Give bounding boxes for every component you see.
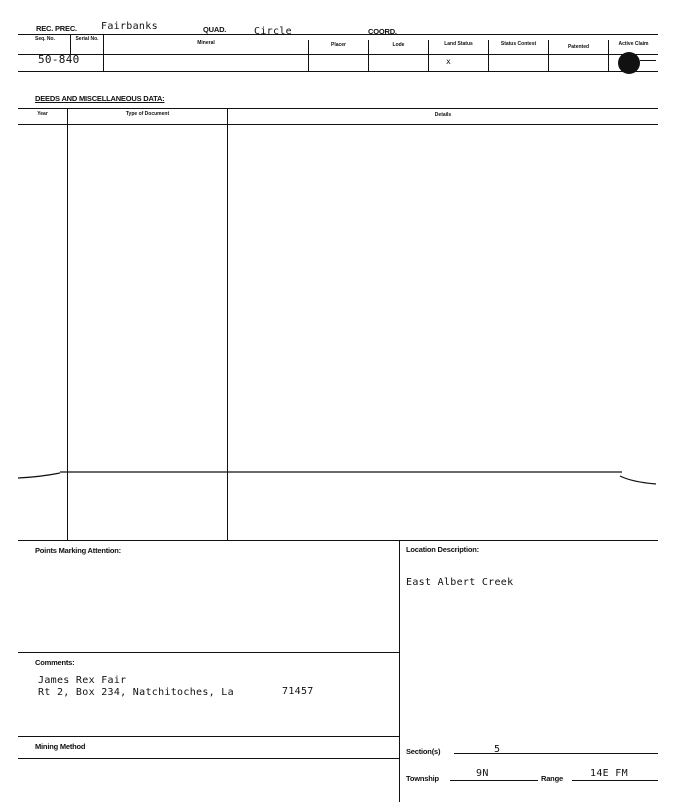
col-header-lode: Lode bbox=[392, 42, 405, 48]
col-header-mineral: Mineral bbox=[197, 40, 215, 46]
col-header-serial-no: Serial No. bbox=[75, 36, 99, 42]
comments-line2[interactable]: Rt 2, Box 234, Natchitoches, La bbox=[38, 687, 234, 698]
col-header-active-claim: Active Claim bbox=[618, 41, 649, 47]
sections-underline bbox=[454, 753, 658, 754]
location-description-label: Location Description: bbox=[406, 545, 479, 554]
rec-prec-label: REC. PREC. bbox=[36, 24, 77, 33]
comments-line1[interactable]: James Rex Fair bbox=[38, 675, 127, 686]
active-claim-dot-icon bbox=[618, 52, 640, 74]
comments-bottom-rule bbox=[18, 736, 399, 737]
col-header-patented: Patented bbox=[567, 44, 590, 50]
range-value[interactable]: 14E FM bbox=[590, 768, 628, 779]
record-sequence-no[interactable]: 50-840 bbox=[38, 53, 80, 66]
quad-value[interactable]: Circle bbox=[254, 26, 292, 37]
record-land-status[interactable]: x bbox=[446, 57, 452, 66]
comments-zip[interactable]: 71457 bbox=[282, 686, 314, 697]
claim-header-rule bbox=[18, 54, 658, 55]
rec-prec-value[interactable]: Fairbanks bbox=[101, 21, 158, 32]
sections-value[interactable]: 5 bbox=[494, 744, 501, 755]
deeds-top-rule bbox=[18, 108, 658, 109]
fold-line bbox=[0, 464, 678, 490]
deeds-header-rule bbox=[18, 124, 658, 125]
range-underline bbox=[572, 780, 658, 781]
claim-bottom-rule bbox=[18, 71, 658, 72]
deeds-col-type: Type of Document bbox=[125, 111, 170, 117]
col-header-land-status: Land Status bbox=[444, 41, 473, 47]
lower-divider bbox=[399, 540, 400, 802]
comments-label: Comments: bbox=[35, 658, 75, 667]
township-underline bbox=[450, 780, 538, 781]
quad-label: QUAD. bbox=[203, 25, 227, 34]
col-header-sequence-no: Seq. No. bbox=[34, 36, 55, 42]
points-bottom-rule bbox=[18, 652, 399, 653]
deeds-title: DEEDS AND MISCELLANEOUS DATA: bbox=[35, 94, 165, 103]
col-header-placer: Placer bbox=[330, 42, 346, 48]
points-marking-attention-label: Points Marking Attention: bbox=[35, 546, 121, 555]
mining-method-rule bbox=[18, 758, 399, 759]
township-label: Township bbox=[406, 774, 439, 783]
deeds-col-details: Details bbox=[434, 112, 452, 118]
location-description-value[interactable]: East Albert Creek bbox=[406, 577, 514, 588]
header-rule bbox=[18, 34, 658, 35]
col-header-status-contest: Status Contest bbox=[500, 41, 537, 47]
mining-method-label: Mining Method bbox=[35, 742, 86, 751]
sections-label: Section(s) bbox=[406, 747, 441, 756]
township-value[interactable]: 9N bbox=[476, 768, 489, 779]
coord-label: COORD. bbox=[368, 27, 397, 36]
deeds-bottom-rule bbox=[18, 540, 658, 541]
deeds-col-year: Year bbox=[37, 111, 48, 117]
active-claim-rule bbox=[640, 60, 656, 61]
range-label: Range bbox=[541, 774, 563, 783]
